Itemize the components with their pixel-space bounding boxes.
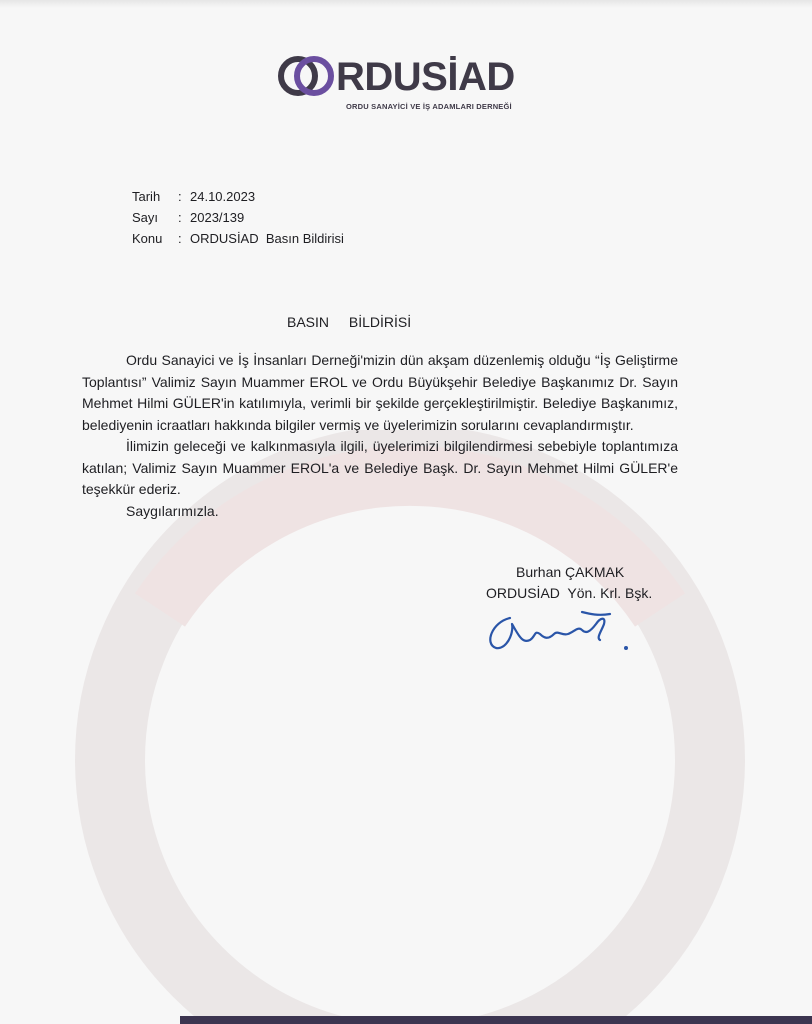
handwritten-signature (478, 600, 638, 660)
logo-subtitle: ORDU SANAYİCİ VE İŞ ADAMLARI DERNEĞİ (346, 102, 512, 111)
meta-colon: : (178, 231, 182, 246)
signature-block (486, 562, 652, 604)
meta-key: Konu (132, 231, 163, 246)
logo-rings-icon (278, 51, 342, 101)
signatory-role: ORDUSİAD Yön. Krl. Bşk. (486, 585, 653, 601)
meta-value: 2023/139 (190, 210, 245, 225)
signatory-name: Burhan ÇAKMAK (516, 564, 625, 580)
organization-logo (278, 48, 558, 128)
logo-wordmark: RDUSİAD (336, 55, 515, 99)
meta-value: 24.10.2023 (190, 189, 256, 204)
meta-colon: : (178, 210, 182, 225)
meta-row-subject (132, 228, 344, 249)
letter-meta (132, 186, 344, 249)
page-footer-bar (180, 1016, 812, 1024)
page-edge (0, 0, 812, 8)
document-title: BASIN BİLDİRİSİ (287, 314, 412, 330)
closing-line: Saygılarımızla. (126, 502, 219, 519)
meta-row-number (132, 207, 344, 228)
meta-row-date (132, 186, 344, 207)
meta-key: Sayı (132, 210, 159, 225)
letter-body (82, 350, 678, 522)
meta-colon: : (178, 189, 182, 204)
body-paragraph: İlimizin geleceği ve kalkınmasıyla ilgili, üyelerimizi bilgilendirmesi sebebiyle toplantımıza katılan; Valimiz Sayın Muammer EROL'a ve Belediye Başk. Dr. Sayın Mehmet Hilmi GÜLER'e teşekkür ederiz. (82, 438, 678, 497)
meta-key: Tarih (132, 189, 161, 204)
body-paragraph: Ordu Sanayici ve İş İnsanları Derneği'mizin dün akşam düzenlemiş olduğu “İş Geliştirme Toplantısı” Valimiz Sayın Muammer EROL ve Ordu Büyükşehir Belediye Başkanımız Dr. Sayın Mehmet Hilmi GÜLER'in katılımıyla, verimli bir şekilde gerçekleştirilmiştir. Belediye Başkanımız, belediyenin icraatları hakkında bilgiler vermiş ve üyelerimizin sorularını cevaplandırmıştır. (82, 352, 678, 433)
meta-value: ORDUSİAD Basın Bildirisi (190, 231, 344, 246)
